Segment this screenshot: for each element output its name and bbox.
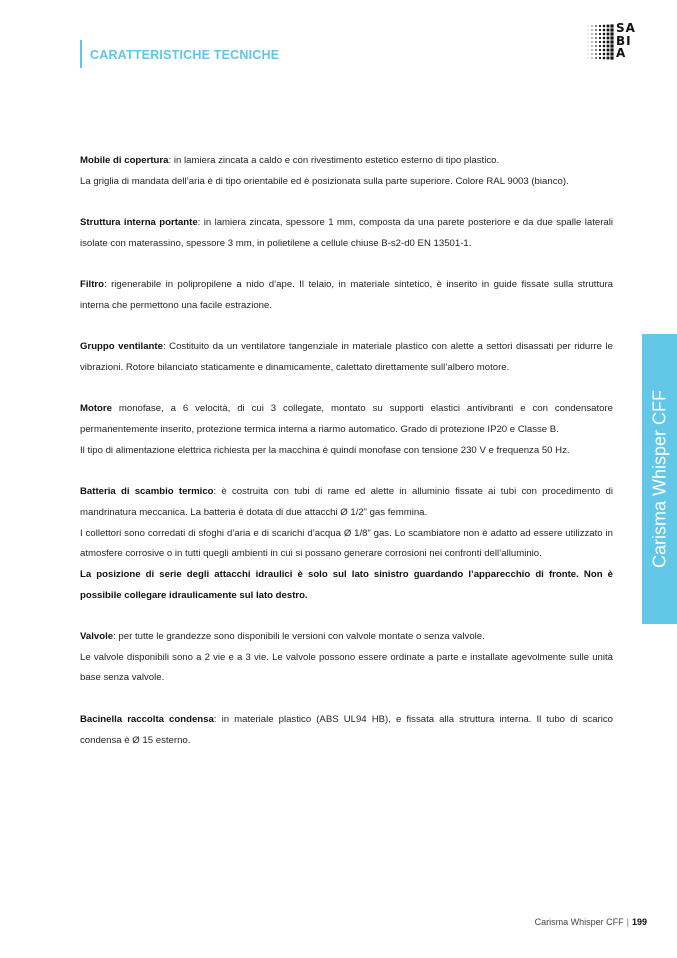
footer-separator: | bbox=[626, 917, 629, 927]
header-accent-bar bbox=[80, 40, 82, 68]
spec-text: monofase, a 6 velocità, di cui 3 collegate, montato su supporti elastici antivibranti e con condensatore permanentemente inserito, protezione termica interna a riarmo automatico. Grado di protezione IP20 e Classe B. bbox=[80, 403, 613, 436]
spec-term: Struttura interna portante bbox=[80, 217, 198, 229]
page-number: 199 bbox=[631, 917, 647, 927]
spec-text: La griglia di mandata dell’aria è di tipo orientabile ed è posizionata sulla parte superiore. Colore RAL 9003 (bianco). bbox=[80, 175, 569, 187]
spec-text: Il tipo di alimentazione elettrica richiesta per la macchina è quindi monofase con tensione 230 V e frequenza 50 Hz. bbox=[80, 444, 570, 456]
spec-paragraph bbox=[80, 337, 613, 378]
logo-line: BI bbox=[616, 33, 632, 48]
page-title: CARATTERISTICHE TECNICHE bbox=[90, 48, 280, 62]
spec-bold-note: La posizione di serie degli attacchi idraulici è solo sul lato sinistro guardando l’apparecchio di fronte. Non è possibile collegare idraulicamente sul lato destro. bbox=[80, 568, 613, 601]
logo-line: SA bbox=[616, 21, 636, 35]
side-tab-label: Carisma Whisper CFF bbox=[649, 389, 669, 569]
page-footer bbox=[535, 917, 647, 927]
spec-paragraph bbox=[80, 710, 613, 751]
logo-wordmark bbox=[616, 22, 648, 60]
specifications-content bbox=[80, 151, 613, 772]
spec-term: Motore bbox=[80, 403, 112, 415]
side-tab bbox=[642, 334, 677, 624]
logo-line: A bbox=[616, 46, 627, 60]
spec-text: : in lamiera zincata, spessore 1 mm, composta da una parete posteriore e da due spalle laterali isolate con materassino, spessore 3 mm, in polietilene a cellule chiuse B-s2-d0 EN 13501-1. bbox=[80, 217, 613, 249]
spec-term: Mobile di copertura bbox=[80, 155, 169, 166]
spec-text: : rigenerabile in polipropilene a nido d’ape. Il telaio, in materiale sintetico, è inserito in guide fissate sulla struttura interna che permettono una facile estrazione. bbox=[80, 279, 613, 311]
spec-text: I collettori sono corredati di sfoghi d’aria e di scarichi d’acqua Ø 1/8” gas. Lo scambiatore non è adatto ad essere utilizzato in atmosfere corrosive o in tutti quegli ambienti in cui si possano generare corrosioni nei confronti dell’alluminio. bbox=[80, 527, 613, 560]
spec-text: Le valvole disponibili sono a 2 vie e a 3 vie. Le valvole possono essere ordinate a parte e installate agevolmente sulle unità base senza valvole. bbox=[80, 651, 613, 684]
brand-logo bbox=[586, 22, 648, 64]
spec-paragraph bbox=[80, 627, 613, 689]
spec-term: Valvole bbox=[80, 631, 114, 643]
spec-paragraph bbox=[80, 275, 613, 316]
spec-text: : è costruita con tubi di rame ed alette in alluminio fissate ai tubi con procedimento di mandrinatura meccanica. La batteria è dotata di due attacchi Ø 1/2” gas femmina. bbox=[80, 486, 613, 518]
spec-paragraph bbox=[80, 213, 613, 254]
spec-paragraph bbox=[80, 151, 613, 192]
spec-text: : in lamiera zincata a caldo e con rivestimento estetico esterno di tipo plastico. bbox=[168, 155, 500, 166]
spec-paragraph bbox=[80, 399, 613, 461]
spec-term: Batteria di scambio termico bbox=[80, 486, 214, 498]
logo-dot-pattern-icon bbox=[586, 24, 614, 60]
spec-text: : Costituito da un ventilatore tangenziale in materiale plastico con alette a settori disassati per ridurre le vibrazioni. Rotore bilanciato staticamente e dinamicamente, calettato direttamente sull’albero motore. bbox=[80, 341, 613, 373]
spec-text: : in materiale plastico (ABS UL94 HB), e fissata alla struttura interna. Il tubo di scarico condensa è Ø 15 esterno. bbox=[80, 713, 613, 746]
spec-term: Filtro bbox=[80, 279, 104, 291]
spec-paragraph bbox=[80, 482, 613, 606]
spec-term: Gruppo ventilante bbox=[80, 341, 163, 353]
spec-term: Bacinella raccolta condensa bbox=[80, 713, 214, 725]
spec-text: : per tutte le grandezze sono disponibili le versioni con valvole montate o senza valvole. bbox=[113, 631, 485, 643]
footer-product: Carisma Whisper CFF bbox=[534, 917, 624, 927]
